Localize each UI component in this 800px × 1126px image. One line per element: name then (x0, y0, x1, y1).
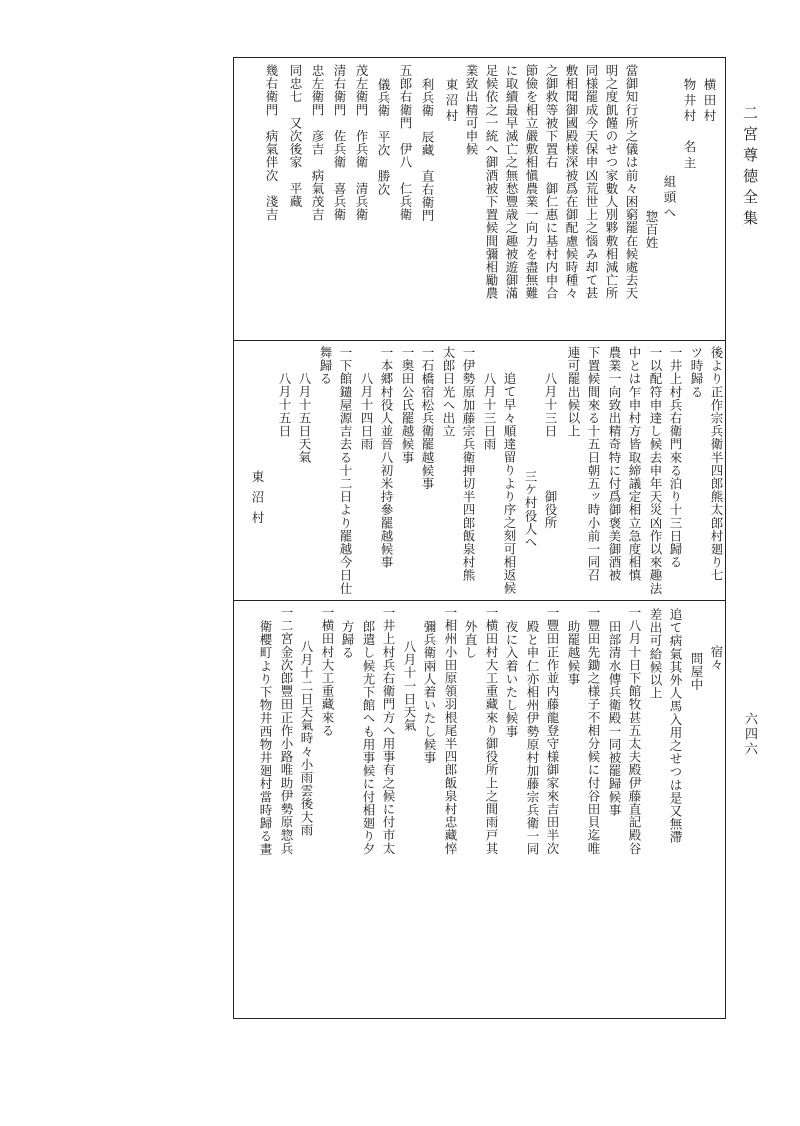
text-column: 一本郷村役人並晉八初米持參罷越候事 (379, 346, 394, 569)
name-list-column: 五郎右衛門 伊八 仁兵衛 (398, 64, 413, 222)
section-divider-1 (233, 340, 726, 341)
date-line: 八月十三日雨 (482, 372, 497, 451)
text-column: 明之度飢饉のせつ家數人別夥敷相減亡所 (604, 64, 619, 300)
text-column: 一相州小田原領羽根尾半四郎飯泉村忠藏悴 (443, 606, 458, 855)
text-column: 夜に入着いたし候事 (504, 620, 519, 738)
text-column: 衛櫻町より下物井西物井廻村當時歸る畫 (258, 620, 273, 856)
date-line: 八月十五日 (277, 372, 292, 438)
text-column: 舞歸る (318, 346, 333, 386)
text-column: 一下館鑓屋源吉去る十二日より罷越今日仕 (338, 346, 353, 595)
text-column: 中とは乍申村方皆取締議定相立急度相慎 (627, 346, 642, 582)
text-column: 追て病氣其外人馬入用之せつは是又無滯 (668, 608, 683, 844)
text-column: 一八月十日下館牧甚五太夫殿伊藤直記殿谷 (627, 606, 642, 855)
text-column: 一伊勢原加藤宗兵衛押切半四郎飯泉村熊 (461, 346, 476, 582)
text-column: 農業一向致出精奇特に付爲御褒美御酒被 (607, 346, 622, 582)
addressee-line: 三ケ村役人へ (523, 470, 538, 549)
date-line: 八月十五日天氣 (297, 372, 312, 464)
page-number: 六四六 (742, 712, 757, 757)
text-column: 彌兵衛兩人着いたし候事 (422, 620, 437, 765)
village-name: 物井村 (682, 78, 697, 125)
text-column: 一石橋宿松兵衛罷越候事 (420, 346, 435, 491)
name-list-column: 清右衛門 佐兵衛 喜兵衛 (332, 64, 347, 222)
text-column: 足候依之一統へ御酒被下置候間彌相勵農 (484, 64, 499, 300)
village-name: 横田村 (702, 78, 717, 125)
text-column: 外直し (463, 620, 478, 660)
text-column: 節儉を相立嚴敷相愼農業一向力を盡無難 (524, 64, 539, 300)
text-column: 問屋中 (689, 652, 704, 692)
date-line: 八月十四日雨 (359, 372, 374, 451)
name-list-column: 忠左衛門 彦吉 病氣茂吉 (310, 64, 325, 222)
text-column: 之御救等被下置右 御仁惠に基村内申合 (544, 64, 559, 300)
text-column: 一井上村兵右衛門來る泊り十三日歸る (668, 346, 683, 569)
text-column: 一豐田先鋤之様子不相分候に付谷田貝迄唯 (586, 606, 601, 855)
text-column: 郎遣し候尤下館へも用事候に付相廻り夕 (361, 620, 376, 856)
text-column: 殿と申仁亦相州伊勢原村加藤宗兵衛一同 (525, 620, 540, 856)
village-name: 東沼村 (250, 470, 265, 532)
text-column: 一横田村大工重藏來り御役所上之間雨戸其 (484, 606, 499, 855)
text-column: 一井上村兵右衛門方へ用事有之候に付市太 (381, 606, 396, 855)
role-label: 惣百姓 (644, 210, 659, 250)
role-label: 組頭へ (662, 175, 677, 222)
text-column: 敷相聞御國殿様深被爲在御配慮候時種々 (564, 64, 579, 300)
text-column: 宿々 (709, 645, 724, 672)
text-column: 太郎日光へ出立 (441, 346, 456, 438)
text-column: 下置候間來る十五日朝五ッ時小前一同召 (586, 346, 601, 582)
text-column: 業致出精可申候 (464, 64, 479, 156)
text-column: ツ時歸る (689, 346, 704, 399)
text-column: 後より正作宗兵衛半四郎熊太郎村廻り七 (709, 346, 724, 582)
text-column: 一奥田公氏罷越候事 (400, 346, 415, 464)
text-column: 當御知行所之儀は前々困窮罷在候處去天 (624, 64, 639, 300)
name-list-column: 同忠七 又次後家 平藏 (288, 64, 303, 209)
date-line: 八月十一日天氣 (402, 640, 417, 732)
date-line: 八月十二日天氣時々小雨雲後大雨 (299, 640, 314, 837)
text-column: 助罷越候事 (566, 620, 581, 686)
role-label: 名主 (682, 140, 697, 173)
name-list-column: 利兵衛 辰藏 直右衛門 (420, 78, 435, 223)
text-column: 一以配符申達し候去申年天災凶作以來趣法 (648, 346, 663, 595)
text-column: 田部清水傳兵衛殿一同被罷歸候事 (607, 620, 622, 817)
text-column: 一豐田正作並内藤龍登守様御家來吉田半次 (545, 606, 560, 855)
text-column: 同様罷成今天保申凶荒世上之惱み却て甚 (584, 64, 599, 300)
text-column: 連可罷出候以上 (566, 346, 581, 438)
name-list-column: 儀兵衛 平次 勝次 (376, 78, 391, 196)
text-column: 追て早々順達留りより序之刻可相返候 (502, 372, 517, 595)
name-list-column: 幾右衛門 病氣伴次 淺吉 (264, 64, 279, 222)
text-column: 差出可給候以上 (648, 608, 663, 700)
section-divider-2 (233, 600, 726, 601)
text-column: 方歸る (340, 620, 355, 660)
text-column: に取續最早滅亡之無愁豐歳之趣被遊御滿 (504, 64, 519, 300)
text-column: 一二宮金次郎豐田正作小路唯助伊勢原惣兵 (279, 606, 294, 855)
text-column: 一横田村大工重藏來る (320, 606, 335, 737)
village-name: 東沼村 (444, 78, 459, 125)
date-line: 八月十三日 御役所 (543, 372, 558, 530)
book-title: 二宮尊徳全集 (741, 105, 759, 231)
name-list-column: 茂左衛門 作兵衛 清兵衛 (354, 64, 369, 222)
